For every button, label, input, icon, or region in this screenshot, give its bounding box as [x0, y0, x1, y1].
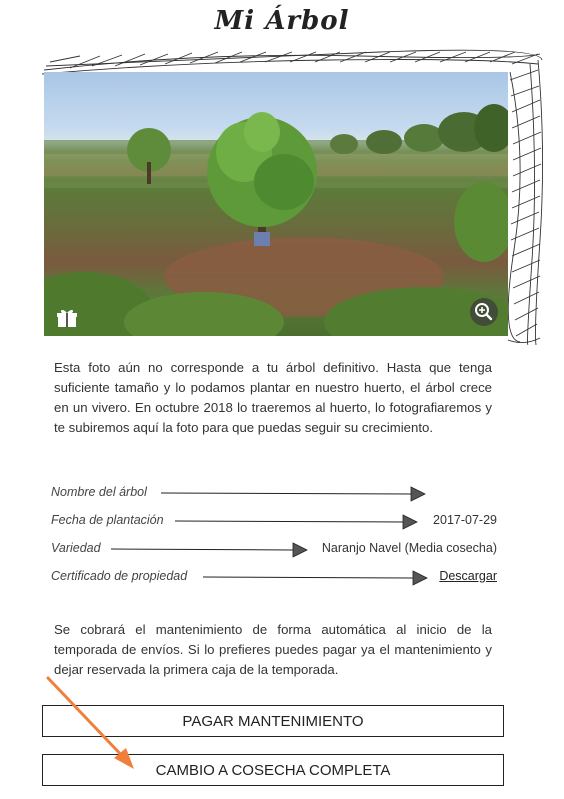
tree-photo-scene — [44, 72, 508, 336]
zoom-in-icon[interactable] — [470, 298, 498, 326]
detail-label: Fecha de plantación — [51, 513, 164, 527]
page-title: Mi Árbol — [214, 6, 350, 36]
detail-value: Naranjo Navel (Media cosecha) — [321, 541, 497, 555]
detail-value: 2017-07-29 — [433, 513, 497, 527]
detail-label: Nombre del árbol — [51, 485, 147, 499]
detail-row-planting-date — [51, 511, 497, 531]
gift-icon[interactable] — [56, 308, 78, 328]
detail-row-tree-name — [51, 483, 497, 503]
arrow-line — [51, 511, 497, 531]
pay-maintenance-button[interactable]: PAGAR MANTENIMIENTO — [42, 705, 504, 737]
arrow-line — [51, 567, 497, 587]
detail-label: Variedad — [51, 541, 101, 555]
maintenance-text: Se cobrará el mantenimiento de forma automática al inicio de la temporada de envíos. Si lo prefieres puedes pagar ya el mantenimiento y dejar reservada la primera caja de la temporada. — [54, 622, 492, 677]
intro-text: Esta foto aún no corresponde a tu árbol definitivo. Hasta que tenga suficiente tamaño y lo podamos plantar en nuestro huerto, el árbol crece en un vivero. En octubre 2018 lo traeremos al huerto, lo fotografiaremos y te subiremos aquí la foto para que puedas seguir su crecimiento. — [54, 360, 492, 435]
tree-photo[interactable] — [44, 72, 508, 336]
detail-row-variety — [51, 539, 497, 559]
detail-label: Certificado de propiedad — [51, 569, 188, 583]
change-full-harvest-button[interactable]: CAMBIO A COSECHA COMPLETA — [42, 754, 504, 786]
arrow-line — [51, 483, 497, 503]
detail-row-certificate — [51, 567, 497, 587]
download-certificate-link[interactable]: Descargar — [439, 569, 497, 583]
